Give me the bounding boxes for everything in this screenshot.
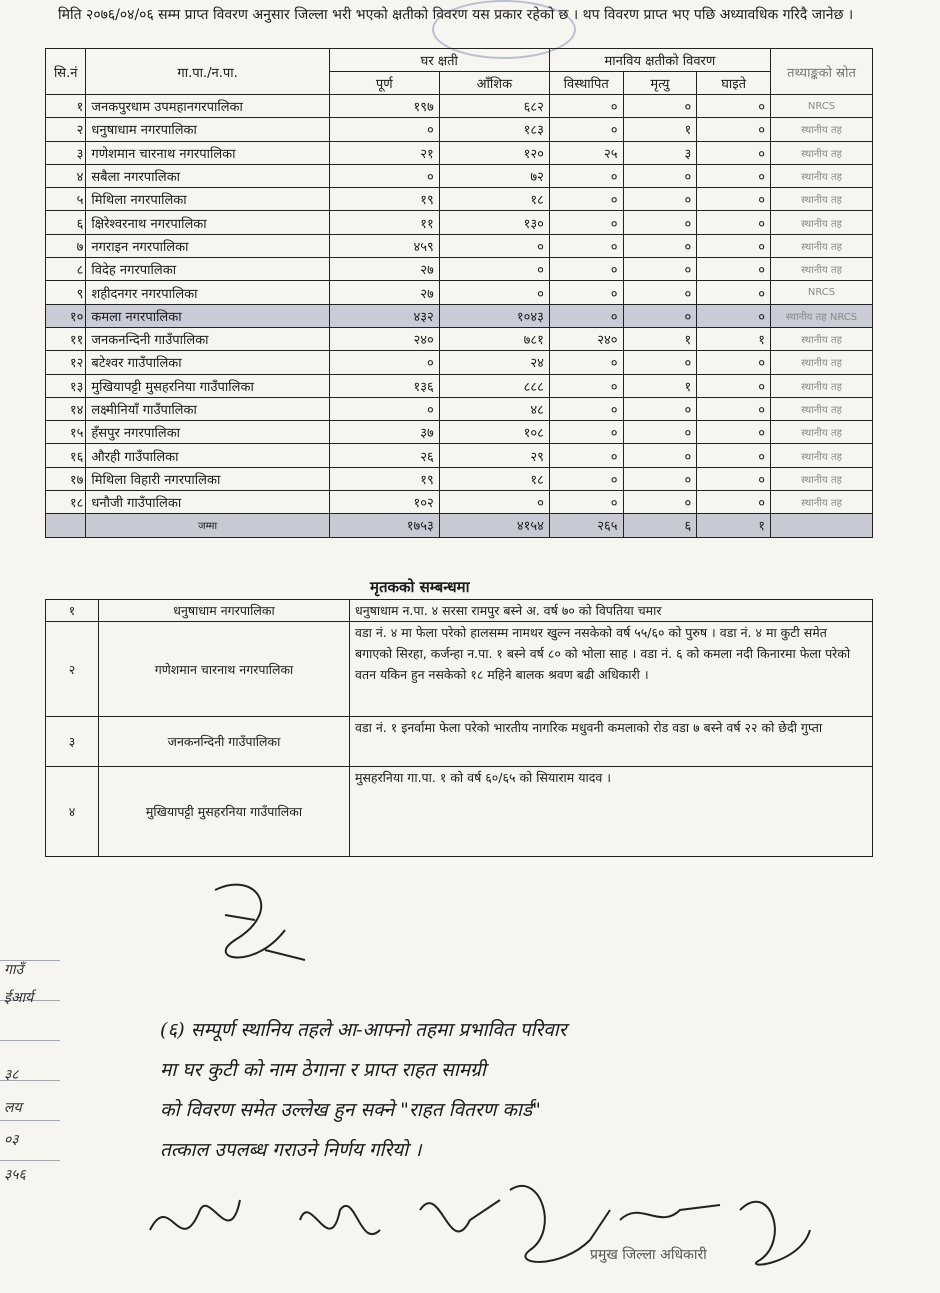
total-full: १७५३ bbox=[329, 514, 439, 537]
cell-sn: १७ bbox=[46, 467, 86, 490]
cell-death: ० bbox=[623, 234, 697, 257]
cell-death: ० bbox=[623, 188, 697, 211]
cell-municipality: क्षिरेश्वरनाथ नगरपालिका bbox=[86, 211, 329, 234]
cell-municipality: कमला नगरपालिका bbox=[86, 304, 329, 327]
cell-source: स्थानीय तह bbox=[770, 327, 872, 350]
cell-source: स्थानीय तह bbox=[770, 467, 872, 490]
cell-displaced: ० bbox=[549, 281, 623, 304]
cell-source: स्थानीय तह bbox=[770, 351, 872, 374]
table-row bbox=[46, 164, 873, 187]
intro-text: मिति २०७६/०४/०६ सम्म प्राप्त विवरण अनुसार जिल्ला भरी भएको क्षतीको विवरण यस प्रकार रहेको छ । थप विवरण प्राप्त भए पछि अध्यावधिक गरिदै जानेछ । bbox=[58, 7, 854, 23]
death-municipality: गणेशमान चारनाथ नगरपालिका bbox=[99, 622, 350, 717]
cell-displaced: ० bbox=[549, 467, 623, 490]
cell-source: स्थानीय तह bbox=[770, 444, 872, 467]
cell-displaced: ० bbox=[549, 234, 623, 257]
margin-note: ३८ bbox=[4, 1067, 19, 1083]
cell-injured: ० bbox=[697, 374, 771, 397]
cell-displaced: ० bbox=[549, 95, 623, 118]
cell-municipality: मिथिला नगरपालिका bbox=[86, 188, 329, 211]
cell-partial: ७२ bbox=[439, 164, 549, 187]
cell-source: स्थानीय तह bbox=[770, 234, 872, 257]
table-row bbox=[46, 327, 873, 350]
cell-sn: ९ bbox=[46, 281, 86, 304]
deaths-table bbox=[45, 599, 873, 857]
cell-sn: २ bbox=[46, 118, 86, 141]
margin-note: लय bbox=[4, 1100, 22, 1116]
death-row bbox=[46, 600, 873, 622]
cell-full: ४३२ bbox=[329, 304, 439, 327]
office-title: प्रमुख जिल्ला अधिकारी bbox=[590, 1247, 707, 1263]
cell-full: ३७ bbox=[329, 421, 439, 444]
total-death: ६ bbox=[623, 514, 697, 537]
signatures bbox=[140, 1170, 840, 1280]
cell-municipality: औरही गाउँपालिका bbox=[86, 444, 329, 467]
cell-full: २६ bbox=[329, 444, 439, 467]
cell-injured: ० bbox=[697, 118, 771, 141]
cell-partial: १०८ bbox=[439, 421, 549, 444]
header-human-damage: मानविय क्षतीको विवरण bbox=[549, 49, 770, 72]
cell-injured: ० bbox=[697, 351, 771, 374]
cell-death: ० bbox=[623, 491, 697, 514]
death-sn: १ bbox=[46, 600, 99, 622]
cell-source: NRCS bbox=[770, 281, 872, 304]
cell-sn: १८ bbox=[46, 491, 86, 514]
cell-source: स्थानीय तह bbox=[770, 421, 872, 444]
cell-displaced: ० bbox=[549, 188, 623, 211]
total-displaced: २६५ bbox=[549, 514, 623, 537]
cell-injured: ० bbox=[697, 211, 771, 234]
cell-displaced: ० bbox=[549, 351, 623, 374]
cell-partial: १८३ bbox=[439, 118, 549, 141]
death-municipality: धनुषाधाम नगरपालिका bbox=[99, 600, 350, 622]
cell-sn: ७ bbox=[46, 234, 86, 257]
cell-death: १ bbox=[623, 327, 697, 350]
cell-sn: १५ bbox=[46, 421, 86, 444]
cell-municipality: जनकपुरधाम उपमहानगरपालिका bbox=[86, 95, 329, 118]
cell-partial: १२० bbox=[439, 141, 549, 164]
death-municipality: मुखियापट्टी मुसहरनिया गाउँपालिका bbox=[99, 767, 350, 857]
death-municipality: जनकनन्दिनी गाउँपालिका bbox=[99, 717, 350, 767]
cell-injured: ० bbox=[697, 444, 771, 467]
margin-rule bbox=[0, 1040, 60, 1041]
cell-sn: ६ bbox=[46, 211, 86, 234]
death-sn: ३ bbox=[46, 717, 99, 767]
cell-source: स्थानीय तह bbox=[770, 258, 872, 281]
death-row bbox=[46, 622, 873, 717]
cell-full: २७ bbox=[329, 258, 439, 281]
header-injured: घाइते bbox=[697, 72, 771, 95]
header-full: पूर्ण bbox=[329, 72, 439, 95]
cell-partial: ६८२ bbox=[439, 95, 549, 118]
cell-municipality: जनकनन्दिनी गाउँपालिका bbox=[86, 327, 329, 350]
cell-sn: ८ bbox=[46, 258, 86, 281]
death-detail: धनुषाधाम न.पा. ४ सरसा रामपुर बस्ने अ. वर्ष ७० को विपतिया चमार bbox=[350, 600, 873, 622]
table-row bbox=[46, 467, 873, 490]
table-row bbox=[46, 304, 873, 327]
cell-full: ० bbox=[329, 164, 439, 187]
cell-displaced: ० bbox=[549, 397, 623, 420]
cell-injured: ० bbox=[697, 397, 771, 420]
death-detail: मुसहरनिया गा.पा. १ को वर्ष ६०/६५ को सियाराम यादव । bbox=[350, 767, 873, 857]
header-sn: सि.नं bbox=[46, 49, 86, 95]
cell-displaced: ० bbox=[549, 164, 623, 187]
total-sn bbox=[46, 514, 86, 537]
cell-full: २४० bbox=[329, 327, 439, 350]
cell-death: ० bbox=[623, 397, 697, 420]
cell-municipality: नगराइन नगरपालिका bbox=[86, 234, 329, 257]
cell-municipality: मिथिला विहारी नगरपालिका bbox=[86, 467, 329, 490]
cell-municipality: हँसपुर नगरपालिका bbox=[86, 421, 329, 444]
cell-municipality: शहीदनगर नगरपालिका bbox=[86, 281, 329, 304]
header-source: तथ्याङ्कको स्रोत bbox=[770, 49, 872, 95]
cell-full: ० bbox=[329, 351, 439, 374]
cell-injured: ० bbox=[697, 281, 771, 304]
cell-partial: १०४३ bbox=[439, 304, 549, 327]
table-row bbox=[46, 141, 873, 164]
table-row bbox=[46, 281, 873, 304]
cell-injured: १ bbox=[697, 327, 771, 350]
cell-displaced: ० bbox=[549, 444, 623, 467]
cell-injured: ० bbox=[697, 95, 771, 118]
cell-displaced: ० bbox=[549, 491, 623, 514]
cell-sn: १४ bbox=[46, 397, 86, 420]
cell-full: १०२ bbox=[329, 491, 439, 514]
total-source bbox=[770, 514, 872, 537]
handwritten-line: (६) सम्पूर्ण स्थानिय तहले आ-आफ्नो तहमा प्रभावित परिवार bbox=[160, 1019, 567, 1041]
cell-source: NRCS bbox=[770, 95, 872, 118]
cell-injured: ० bbox=[697, 188, 771, 211]
cell-sn: ४ bbox=[46, 164, 86, 187]
cell-death: ० bbox=[623, 211, 697, 234]
death-sn: ४ bbox=[46, 767, 99, 857]
total-partial: ४१५४ bbox=[439, 514, 549, 537]
header-displaced: विस्थापित bbox=[549, 72, 623, 95]
cell-death: ३ bbox=[623, 141, 697, 164]
cell-death: ० bbox=[623, 444, 697, 467]
table-row bbox=[46, 258, 873, 281]
table-row bbox=[46, 444, 873, 467]
death-sn: २ bbox=[46, 622, 99, 717]
handwritten-line: मा घर कुटी को नाम ठेगाना र प्राप्त राहत सामग्री bbox=[160, 1059, 486, 1081]
cell-displaced: ० bbox=[549, 304, 623, 327]
handwritten-line: को विवरण समेत उल्लेख हुन सक्ने "राहत वितरण कार्ड" bbox=[160, 1099, 541, 1121]
table-row bbox=[46, 211, 873, 234]
cell-injured: ० bbox=[697, 234, 771, 257]
cell-sn: ५ bbox=[46, 188, 86, 211]
cell-partial: ० bbox=[439, 234, 549, 257]
cell-sn: १० bbox=[46, 304, 86, 327]
cell-partial: ८८८ bbox=[439, 374, 549, 397]
cell-municipality: धनुषाधाम नगरपालिका bbox=[86, 118, 329, 141]
cell-municipality: लक्ष्मीनियाँ गाउँपालिका bbox=[86, 397, 329, 420]
cell-municipality: सबैला नगरपालिका bbox=[86, 164, 329, 187]
cell-partial: ४८ bbox=[439, 397, 549, 420]
cell-injured: ० bbox=[697, 164, 771, 187]
table-row bbox=[46, 351, 873, 374]
table-row bbox=[46, 234, 873, 257]
cell-injured: ० bbox=[697, 491, 771, 514]
cell-death: ० bbox=[623, 467, 697, 490]
cell-displaced: ० bbox=[549, 118, 623, 141]
table-row bbox=[46, 397, 873, 420]
handwritten-line: तत्काल उपलब्ध गराउने निर्णय गरियो । bbox=[160, 1139, 422, 1161]
cell-partial: २९ bbox=[439, 444, 549, 467]
table-row bbox=[46, 95, 873, 118]
death-detail: वडा नं. ४ मा फेला परेको हालसम्म नामथर खुल्न नसकेको वर्ष ५५/६० को पुरुष । वडा नं. ४ मा कुटी समेत बगाएको सिरहा, कर्जन्हा न.पा. १ बस्ने वर्ष ८० को भोला साह । वडा नं. ६ को कमला नदी किनारमा फेला परेको वतन यकिन हुन नसकेको १८ महिने बालक श्रवण बढी अधिकारी । bbox=[350, 622, 873, 717]
cell-death: ० bbox=[623, 164, 697, 187]
cell-displaced: ० bbox=[549, 211, 623, 234]
cell-municipality: मुखियापट्टी मुसहरनिया गाउँपालिका bbox=[86, 374, 329, 397]
cell-sn: ११ bbox=[46, 327, 86, 350]
header-municipality: गा.पा./न.पा. bbox=[86, 49, 329, 95]
cell-source: स्थानीय तह bbox=[770, 164, 872, 187]
cell-full: २१ bbox=[329, 141, 439, 164]
table-row bbox=[46, 421, 873, 444]
cell-displaced: ० bbox=[549, 258, 623, 281]
header-partial: आँशिक bbox=[439, 72, 549, 95]
cell-partial: १३० bbox=[439, 211, 549, 234]
cell-partial: ० bbox=[439, 258, 549, 281]
cell-death: ० bbox=[623, 95, 697, 118]
cell-full: ० bbox=[329, 118, 439, 141]
total-label: जम्मा bbox=[86, 514, 329, 537]
total-row bbox=[46, 514, 873, 537]
cell-displaced: ० bbox=[549, 421, 623, 444]
death-row bbox=[46, 717, 873, 767]
cell-sn: १२ bbox=[46, 351, 86, 374]
header-house-damage: घर क्षती bbox=[329, 49, 549, 72]
cell-full: ४५९ bbox=[329, 234, 439, 257]
cell-source: स्थानीय तह bbox=[770, 188, 872, 211]
table-row bbox=[46, 374, 873, 397]
table-row bbox=[46, 491, 873, 514]
margin-note: गाउँ bbox=[4, 962, 24, 978]
margin-note: ०३ bbox=[4, 1132, 19, 1148]
cell-municipality: धनौजी गाउँपालिका bbox=[86, 491, 329, 514]
margin-note: ३५६ bbox=[4, 1167, 26, 1183]
cell-source: स्थानीय तह bbox=[770, 374, 872, 397]
cell-partial: १८ bbox=[439, 467, 549, 490]
cell-source: स्थानीय तह bbox=[770, 491, 872, 514]
cell-municipality: बटेश्वर गाउँपालिका bbox=[86, 351, 329, 374]
cell-partial: ७८१ bbox=[439, 327, 549, 350]
cell-full: ११ bbox=[329, 211, 439, 234]
cell-source: स्थानीय तह NRCS bbox=[770, 304, 872, 327]
cell-injured: ० bbox=[697, 421, 771, 444]
margin-rule bbox=[0, 1160, 60, 1161]
cell-injured: ० bbox=[697, 258, 771, 281]
cell-full: १३६ bbox=[329, 374, 439, 397]
cell-full: १९ bbox=[329, 467, 439, 490]
cell-partial: १८ bbox=[439, 188, 549, 211]
cell-death: ० bbox=[623, 281, 697, 304]
cell-displaced: २४० bbox=[549, 327, 623, 350]
cell-displaced: ० bbox=[549, 374, 623, 397]
cell-partial: ० bbox=[439, 281, 549, 304]
cell-municipality: विदेह नगरपालिका bbox=[86, 258, 329, 281]
cell-full: १९७ bbox=[329, 95, 439, 118]
table-row bbox=[46, 188, 873, 211]
damage-table bbox=[45, 48, 873, 538]
cell-source: स्थानीय तह bbox=[770, 141, 872, 164]
cell-death: ० bbox=[623, 351, 697, 374]
cell-partial: ० bbox=[439, 491, 549, 514]
cell-death: १ bbox=[623, 374, 697, 397]
cell-death: ० bbox=[623, 421, 697, 444]
cell-displaced: २५ bbox=[549, 141, 623, 164]
table-row bbox=[46, 118, 873, 141]
cell-sn: ३ bbox=[46, 141, 86, 164]
signature bbox=[195, 870, 315, 980]
cell-injured: ० bbox=[697, 141, 771, 164]
margin-note: ईआर्य bbox=[4, 990, 34, 1006]
header-death: मृत्यु bbox=[623, 72, 697, 95]
cell-sn: १ bbox=[46, 95, 86, 118]
cell-death: ० bbox=[623, 304, 697, 327]
deaths-section-title: मृतकको सम्बन्धमा bbox=[370, 578, 470, 596]
cell-partial: २४ bbox=[439, 351, 549, 374]
cell-full: ० bbox=[329, 397, 439, 420]
total-injured: १ bbox=[697, 514, 771, 537]
margin-rule bbox=[0, 1120, 60, 1121]
cell-municipality: गणेशमान चारनाथ नगरपालिका bbox=[86, 141, 329, 164]
cell-injured: ० bbox=[697, 304, 771, 327]
cell-death: १ bbox=[623, 118, 697, 141]
handwritten-decision bbox=[160, 1010, 920, 1170]
death-row bbox=[46, 767, 873, 857]
death-detail: वडा नं. १ इनर्वामा फेला परेको भारतीय नागरिक मधुवनी कमलाको रोड वडा ७ बस्ने वर्ष २२ को छेदी गुप्ता bbox=[350, 717, 873, 767]
cell-source: स्थानीय तह bbox=[770, 397, 872, 420]
cell-sn: १६ bbox=[46, 444, 86, 467]
cell-full: १९ bbox=[329, 188, 439, 211]
cell-death: ० bbox=[623, 258, 697, 281]
cell-injured: ० bbox=[697, 467, 771, 490]
cell-full: २७ bbox=[329, 281, 439, 304]
cell-sn: १३ bbox=[46, 374, 86, 397]
cell-source: स्थानीय तह bbox=[770, 211, 872, 234]
cell-source: स्थानीय तह bbox=[770, 118, 872, 141]
